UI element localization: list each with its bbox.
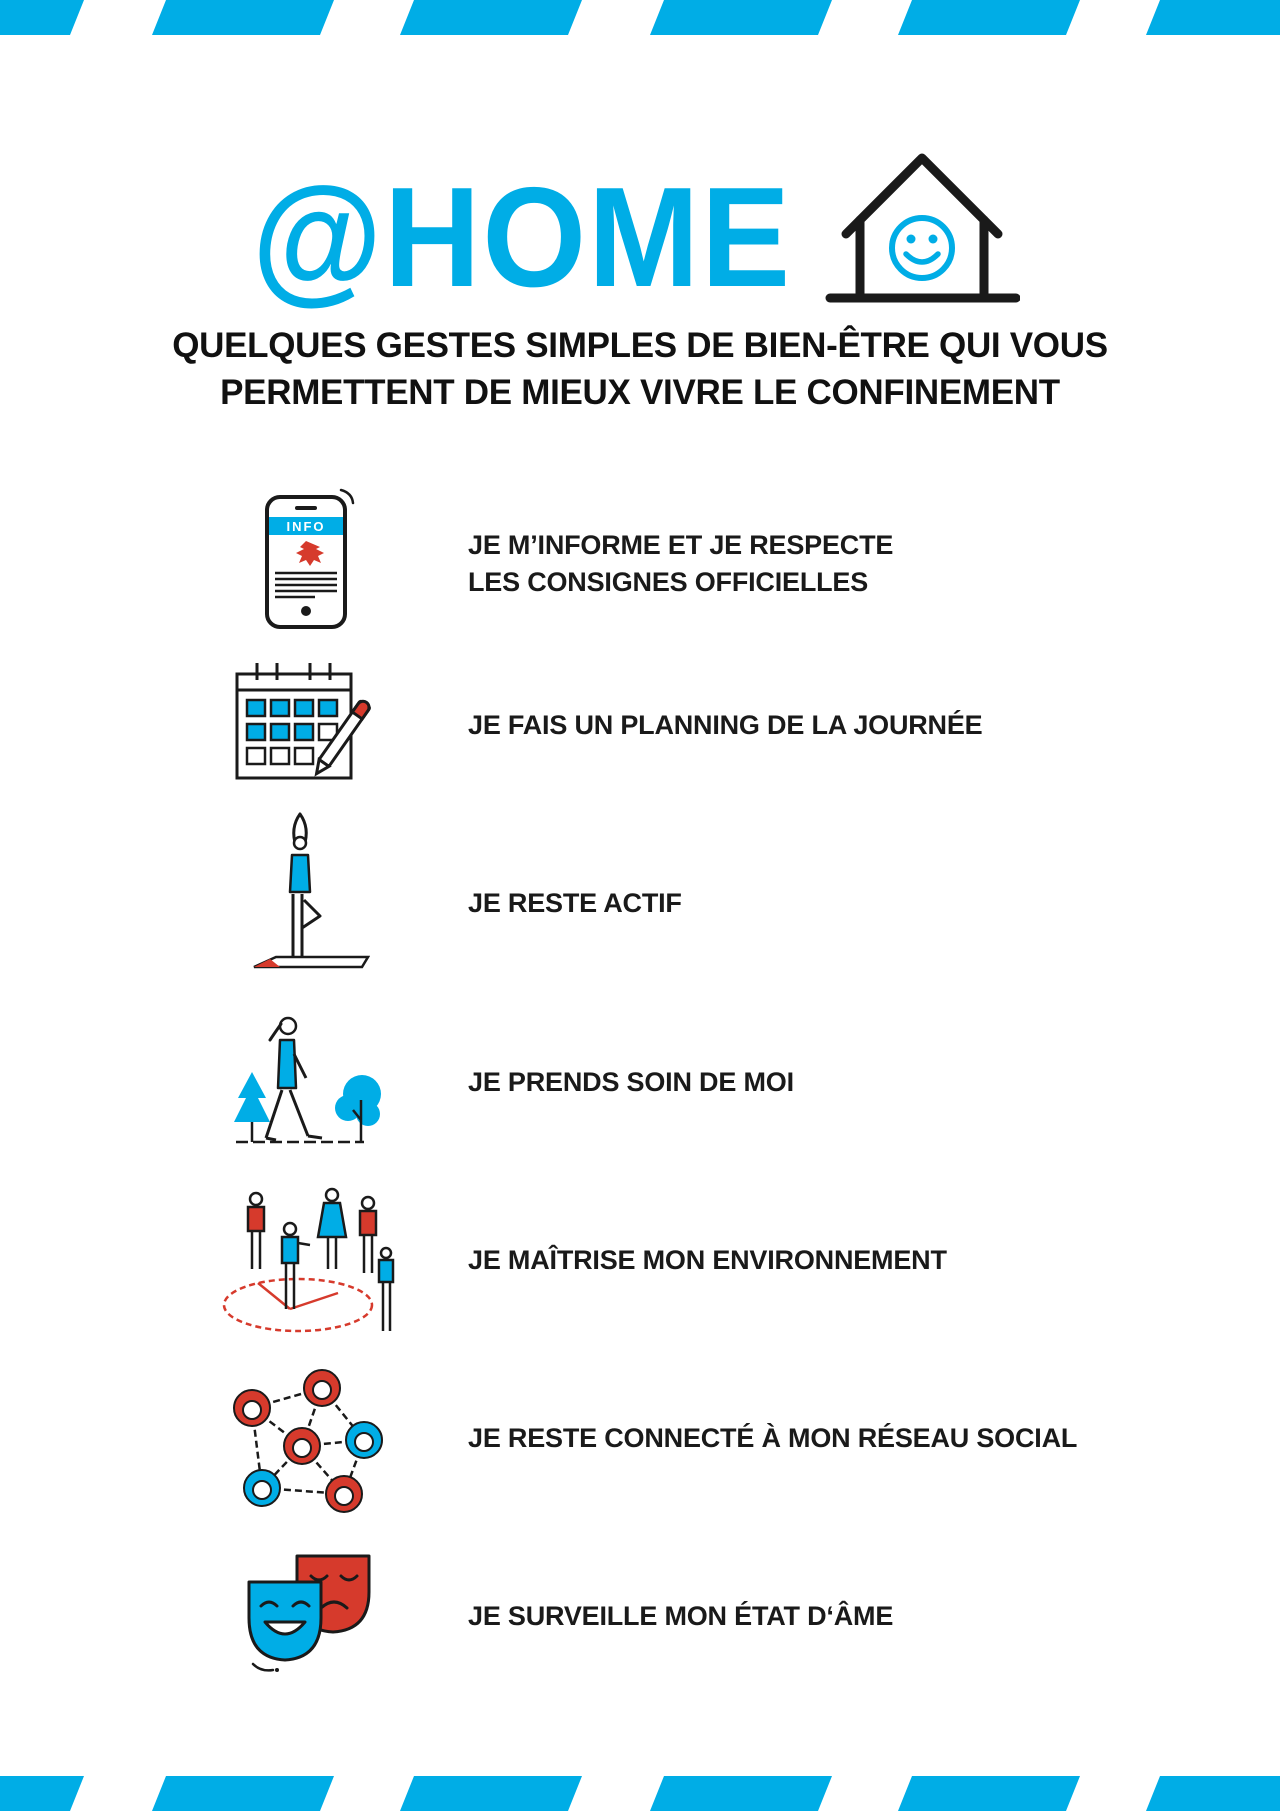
item-mood: JE SURVEILLE MON ÉTAT D‘ÂME [468, 1601, 894, 1631]
yoga-pose-icon [250, 810, 370, 970]
theatre-masks-icon [245, 1552, 375, 1677]
phone-info-label: INFO [286, 519, 326, 534]
item-care: JE PRENDS SOIN DE MOI [468, 1067, 794, 1097]
social-network-icon [232, 1368, 392, 1513]
subtitle-line-1: QUELQUES GESTES SIMPLES DE BIEN-ÊTRE QUI VOUS [172, 326, 1108, 365]
subtitle-line-2: PERMETTENT DE MIEUX VIVRE LE CONFINEMENT [220, 373, 1060, 412]
people-distance-icon [218, 1185, 398, 1340]
item-active: JE RESTE ACTIF [468, 888, 682, 918]
item-environment: JE MAÎTRISE MON ENVIRONNEMENT [468, 1245, 947, 1275]
page-title: @HOME [252, 158, 793, 317]
top-stripe-band [0, 0, 1280, 35]
item-social: JE RESTE CONNECTÉ À MON RÉSEAU SOCIAL [468, 1423, 1078, 1453]
subtitle [140, 322, 1140, 416]
house-smiley-icon [820, 150, 1020, 310]
smartphone-info-icon [255, 485, 365, 630]
walking-woman-trees-icon [230, 1010, 390, 1145]
title-row [0, 150, 1280, 317]
item-inform-line-1: JE M’INFORME ET JE RESPECTE [468, 530, 894, 560]
item-planning: JE FAIS UN PLANNING DE LA JOURNÉE [468, 710, 983, 740]
item-inform-line-2: LES CONSIGNES OFFICIELLES [468, 567, 869, 597]
bottom-stripe-band [0, 1776, 1280, 1811]
item-inform [468, 527, 893, 601]
calendar-pencil-icon [232, 660, 392, 785]
